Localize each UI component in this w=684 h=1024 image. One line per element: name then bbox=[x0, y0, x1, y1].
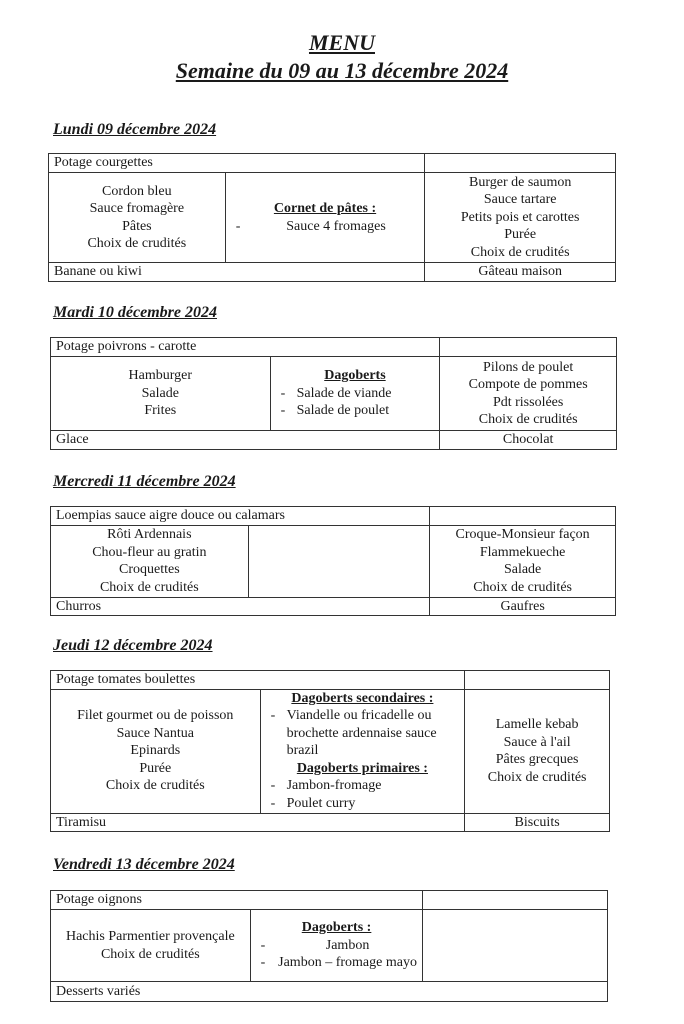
dessert-cell: Gâteau maison bbox=[425, 263, 616, 282]
dish-item: Croquettes bbox=[119, 562, 180, 577]
dish-item: Pilons de poulet bbox=[483, 359, 574, 375]
dish-item: Purée bbox=[504, 227, 537, 243]
dish-item: Epinards bbox=[130, 743, 181, 759]
main-dish-1 bbox=[51, 689, 261, 813]
empty-cell bbox=[423, 891, 608, 910]
empty-cell bbox=[430, 507, 616, 526]
main-dish-1 bbox=[51, 357, 271, 431]
main-dish-1 bbox=[51, 525, 249, 597]
dish-item: - Jambon-fromage bbox=[265, 777, 461, 795]
dish-item: Choix de crudités bbox=[99, 579, 199, 595]
starter-cell: Potage courgettes bbox=[49, 154, 425, 173]
starter-cell: Potage oignons bbox=[51, 891, 423, 910]
dessert-cell: Banane ou kiwi bbox=[49, 263, 425, 282]
starter-cell: Loempias sauce aigre douce ou calamars bbox=[51, 507, 430, 526]
dish-item: Choix de crudités bbox=[487, 769, 587, 785]
dish-item: Choix de crudités bbox=[478, 412, 578, 427]
dessert-cell: Gaufres bbox=[430, 597, 616, 616]
dish-heading: Dagoberts bbox=[324, 368, 386, 384]
dish-heading: Cornet de pâtes : bbox=[273, 201, 377, 216]
dessert-cell: Desserts variés bbox=[51, 982, 608, 1002]
dish-item: - Salade de viande bbox=[275, 385, 436, 403]
dish-item: Choix de crudités bbox=[100, 946, 200, 962]
dish-item: Choix de crudités bbox=[87, 236, 187, 251]
dish-heading: Dagoberts secondaires : bbox=[291, 690, 434, 706]
dish-item: Flammekueche bbox=[479, 544, 566, 560]
day-heading-monday: Lundi 09 décembre 2024 bbox=[53, 121, 217, 138]
dish-item: Filet gourmet ou de poisson bbox=[77, 708, 234, 724]
dish-item: Lamelle kebab bbox=[495, 717, 579, 732]
menu-table-thursday bbox=[50, 670, 610, 832]
dish-heading: Dagoberts : bbox=[301, 920, 372, 936]
dish-item: Sauce tartare bbox=[483, 192, 557, 208]
menu-table-friday bbox=[50, 890, 608, 1002]
menu-table-wednesday bbox=[50, 506, 616, 616]
day-heading-wednesday: Mercredi 11 décembre 2024 bbox=[53, 473, 236, 490]
dish-item: Burger de saumon bbox=[468, 174, 572, 190]
dish-item: - Jambon bbox=[255, 937, 419, 955]
dish-item: Chou-fleur au gratin bbox=[92, 544, 207, 560]
main-dish-1 bbox=[51, 910, 251, 982]
dish-item: Sauce fromagère bbox=[89, 201, 185, 216]
main-dish-3 bbox=[425, 173, 616, 263]
dish-item: Pâtes grecques bbox=[495, 752, 579, 767]
dish-item: Hachis Parmentier provençale bbox=[65, 929, 235, 944]
dish-item: - Jambon – fromage mayo bbox=[255, 954, 419, 972]
empty-cell bbox=[423, 910, 608, 982]
main-dish-3 bbox=[430, 525, 616, 597]
dish-item: - Viandelle ou fricadelle ou brochette ardennaise sauce brazil bbox=[265, 707, 461, 760]
dish-item: Compote de pommes bbox=[468, 377, 588, 392]
dish-item: Choix de crudités bbox=[473, 579, 572, 595]
dish-item: Pâtes bbox=[122, 218, 152, 234]
dish-heading: Dagoberts primaires : bbox=[296, 760, 428, 776]
dish-item: - Sauce 4 fromages bbox=[230, 218, 421, 236]
dish-item: Purée bbox=[139, 760, 172, 776]
starter-cell: Potage tomates boulettes bbox=[51, 671, 465, 690]
dessert-cell: Churros bbox=[51, 597, 430, 616]
main-dish-1 bbox=[49, 173, 226, 263]
page-title: MENU bbox=[308, 30, 375, 55]
menu-table-tuesday bbox=[50, 337, 617, 450]
dish-item: Petits pois et carottes bbox=[460, 209, 580, 225]
main-dish-3 bbox=[465, 689, 610, 813]
dish-item: Pdt rissolées bbox=[492, 394, 564, 410]
dish-item: Sauce à l'ail bbox=[503, 734, 571, 750]
dish-item: Choix de crudités bbox=[470, 244, 570, 260]
dish-item: Salade bbox=[503, 562, 542, 577]
day-heading-thursday: Jeudi 12 décembre 2024 bbox=[53, 637, 213, 654]
dish-item: - Poulet curry bbox=[265, 795, 461, 813]
dessert-cell: Glace bbox=[51, 431, 440, 450]
main-dish-2 bbox=[270, 357, 440, 431]
dessert-cell: Biscuits bbox=[465, 813, 610, 832]
dish-item: Croque-Monsieur façon bbox=[455, 527, 590, 542]
main-dish-3 bbox=[440, 357, 617, 431]
dish-item: Cordon bleu bbox=[102, 183, 172, 199]
dish-item: Sauce Nantua bbox=[116, 725, 194, 741]
dessert-cell: Tiramisu bbox=[51, 813, 465, 832]
starter-cell: Potage poivrons - carotte bbox=[51, 338, 440, 357]
dish-item: - Salade de poulet bbox=[275, 402, 436, 420]
empty-cell bbox=[425, 154, 616, 173]
menu-table-monday bbox=[48, 153, 616, 282]
day-heading-friday: Vendredi 13 décembre 2024 bbox=[53, 856, 235, 873]
main-dish-2 bbox=[250, 910, 423, 982]
main-dish-2 bbox=[225, 173, 425, 263]
dessert-cell: Chocolat bbox=[440, 431, 617, 450]
dish-item: Choix de crudités bbox=[105, 778, 205, 794]
empty-cell bbox=[440, 338, 617, 357]
dish-item: Salade bbox=[141, 385, 179, 401]
page-subtitle: Semaine du 09 au 13 décembre 2024 bbox=[175, 58, 509, 83]
main-dish-2 bbox=[260, 689, 465, 813]
day-heading-tuesday: Mardi 10 décembre 2024 bbox=[53, 304, 217, 321]
dish-item: Hamburger bbox=[128, 368, 193, 384]
empty-cell bbox=[465, 671, 610, 690]
dish-item: Rôti Ardennais bbox=[107, 527, 192, 542]
empty-cell bbox=[248, 525, 430, 597]
dish-item: Frites bbox=[144, 403, 177, 419]
